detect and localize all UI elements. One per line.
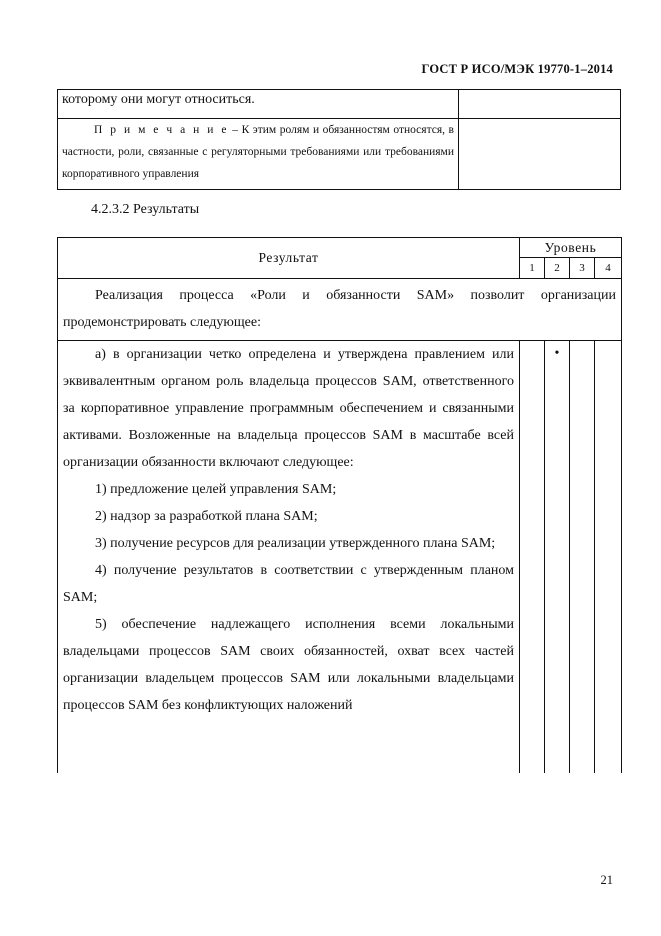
level-2-cell: • [545,341,570,774]
sub-item-4: 4) получение результатов в соответствии с утвержденным планом SAM; [63,563,514,605]
level-header-1: 1 [520,258,545,279]
empty-cell [459,119,621,190]
page-number: 21 [600,873,613,887]
document-header: ГОСТ Р ИСО/МЭК 19770-1–2014 [421,62,613,76]
level-header-3: 3 [570,258,595,279]
note-text: – К этим ролям и обязанностям относятся, в частности, роли, связанные с регуляторными требованиями или требованиями корпоративного управления [62,124,454,180]
intro-sentence: Реализация процесса «Роли и обязанности SAM» позволит организации продемонстрировать следующее: [63,288,616,330]
note-cell [58,119,459,190]
level-3-cell [570,341,595,774]
continuation-text: которому они могут относиться. [58,90,459,119]
column-header-result: Результат [58,238,520,279]
level-header-4: 4 [595,258,622,279]
empty-cell [459,90,621,119]
continued-table [57,89,621,190]
column-header-level: Уровень [520,238,622,258]
sub-item-2: 2) надзор за разработкой плана SAM; [95,509,318,524]
intro-text [58,279,622,341]
sub-item-3: 3) получение ресурсов для реализации утвержденного плана SAM; [95,536,496,551]
sub-item-5: 5) обеспечение надлежащего исполнения всеми локальными владельцами процессов SAM своих обязанностей, охват всех частей организации владельцем процессов SAM или локальными владельцами процессов SAM без конфликтующих наложений [63,617,514,713]
sub-item-1: 1) предложение целей управления SAM; [95,482,337,497]
level-4-cell [595,341,622,774]
results-table [57,237,622,773]
item-a-text: а) в организации четко определена и утверждена правлением или эквивалентным органом роль владельца процессов SAM, ответственного за корпоративное управление программным обеспечением и связанными активами. Возложенные на владельца процессов SAM в масштабе всей организации обязанности включают следующее: [63,347,514,470]
section-heading: 4.2.3.2 Результаты [91,202,200,217]
note-label: П р и м е ч а н и е [94,124,229,136]
result-item-a [58,341,520,774]
level-header-2: 2 [545,258,570,279]
level-1-cell [520,341,545,774]
